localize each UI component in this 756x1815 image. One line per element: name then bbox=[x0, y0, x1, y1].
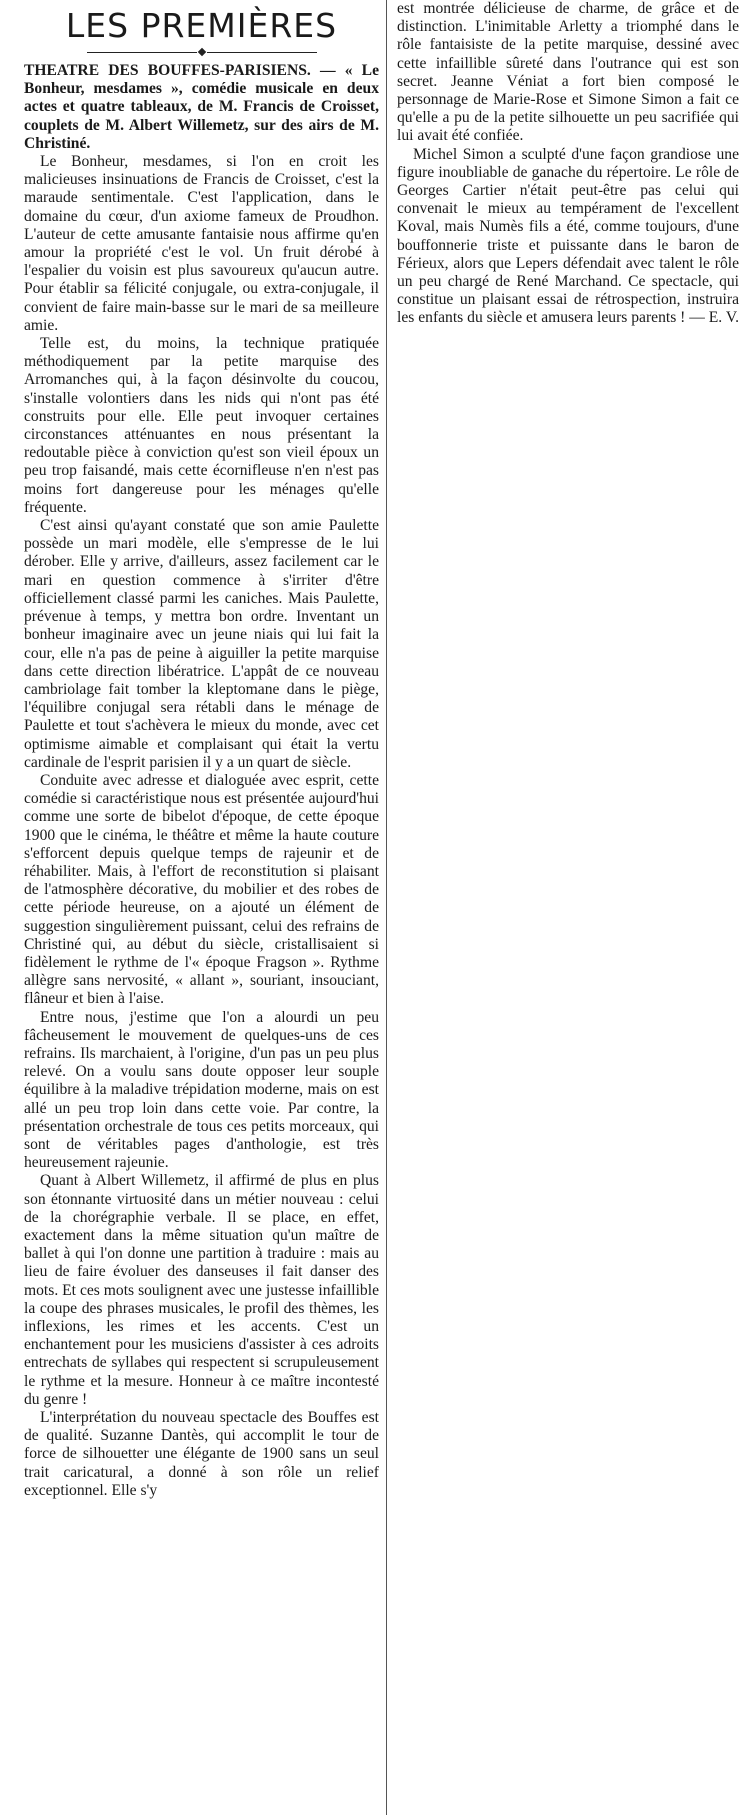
left-column bbox=[24, 0, 379, 1815]
paragraph: C'est ainsi qu'ayant constaté que son amie Paulette possède un mari modèle, elle s'empresse de le lui dérober. Elle y arrive, d'ailleurs, assez facilement car le mari en question commence à s'irriter d'être officiellement classé parmi les caniches. Mais Paulette, prévenue à temps, y mettra bon ordre. Inventant un bonheur imaginaire avec un jeune niais qui lui fait la cour, elle n'a pas de peine à aiguiller la petite marquise dans cette direction libératrice. L'appât de ce nouveau cambriolage fait tomber la kleptomane dans le piège, l'équilibre conjugal sera rétabli dans le ménage de Paulette et tout s'achèvera le mieux du monde, avec cet optimisme aimable et complaisant qui était la vertu cardinale de l'esprit parisien il y a un quart de siècle. bbox=[24, 517, 379, 771]
heading-ornament bbox=[24, 46, 379, 58]
paragraph: L'interprétation du nouveau spectacle des Bouffes est de qualité. Suzanne Dantès, qui accomplit le tour de force de silhouetter une élégante de 1900 sans un seul trait caricatural, a donné à son rôle un relief exceptionnel. Elle s'y bbox=[24, 1409, 379, 1499]
right-column bbox=[397, 0, 739, 328]
paragraph: Entre nous, j'estime que l'on a alourdi un peu fâcheusement le mouvement de quelques-uns de ces refrains. Ils marchaient, à l'origine, d'un pas un peu plus relevé. On a voulu sans doute opposer leur souple équilibre à la maladive trépidation moderne, mais on est allé un peu trop loin dans cette voie. Par contre, la présentation orchestrale de tous ces petits morceaux, qui sont de véritables pages d'anthologie, est très heureusement rajeunie. bbox=[24, 1008, 379, 1172]
paragraph bbox=[397, 146, 739, 328]
paragraph: Telle est, du moins, la technique pratiquée méthodiquement par la petite marquise des Arromanches qui, à la façon désinvolte du coucou, s'installe volontiers dans les nids qui n'ont pas été construits pour elle. Elle peut invoquer certaines circonstances atténuantes en nous présentant la redoutable pièce à conviction qu'est son vieil époux un peu trop faisandé, mais cette écornifleuse n'en n'est pas moins fort dangereuse pour les ménages qu'elle fréquente. bbox=[24, 335, 379, 516]
paragraph: est montrée délicieuse de charme, de grâce et de distinction. L'inimitable Arletty a triomphé dans le rôle fantaisiste de la petite marquise, dessiné avec cette infaillible sûreté dans l'outrance qui est son secret. Jeanne Véniat a fort bien composé le personnage de Marie-Rose et Simone Simon a fait ce qu'elle a pu de la petite silhouette un peu sacrifiée qui lui avait été confiée. bbox=[397, 0, 739, 145]
paragraph: Conduite avec adresse et dialoguée avec esprit, cette comédie si caractéristique nous est présentée aujourd'hui comme une sorte de bibelot d'époque, de cette époque 1900 que le cinéma, le théâtre et même la haute couture s'efforcent depuis quelque temps de rajeunir et de réhabiliter. Mais, à l'effort de reconstitution si plaisant de l'atmosphère décorative, du mobilier et des robes de cette période heureuse, on a ajouté un élément de suggestion singulièrement puissant, celui des refrains de Christiné qui, au début du siècle, cristallisaient si fidèlement le rythme de l'« époque Fragson ». Rythme allègre sans nervosité, « allant », souriant, insouciant, flâneur et bien à l'aise. bbox=[24, 771, 379, 1008]
section-heading: LES PREMIÈRES bbox=[65, 6, 338, 45]
paragraph-text: Michel Simon a sculpté d'une façon grandiose une figure inoubliable de ganache du répertoire. Le rôle de Georges Cartier n'était peut-être pas celui qui convenait le mieux au tempérament de l'excellent Koval, mais Numès fils a été, comme toujours, d'une bouffonnerie triste et puissante dans le baron de Férieux, alors que Lepers défendait avec talent le rôle un peu chargé de René Marchand. Ce spectacle, qui constitue un plaisant essai de rétrospection, instruira les enfants du siècle et amusera leurs parents ! bbox=[397, 145, 739, 327]
column-divider bbox=[386, 0, 387, 1815]
author-signature: — E. V. bbox=[689, 309, 739, 327]
review-lede: THEATRE DES BOUFFES-PARISIENS. — « Le Bonheur, mesdames », comédie musicale en deux actes et quatre tableaux, de M. Francis de Croisset, couplets de M. Albert Willemetz, sur des airs de M. Christiné. bbox=[24, 62, 379, 152]
paragraph: Le Bonheur, mesdames, si l'on en croit les malicieuses insinuations de Francis de Croisset, c'est la maraude sentimentale. C'est l'application, dans le domaine du cœur, d'un axiome fameux de Proudhon. L'auteur de cette amusante fantaisie nous affirme qu'en amour la propriété c'est le vol. Un fruit dérobé à l'espalier du voisin est plus savoureux qu'aucun autre. Pour établir sa félicité conjugale, ou extra-conjugale, il convient de faire main-basse sur le mari de sa meilleure amie. bbox=[24, 153, 379, 334]
paragraph: Quant à Albert Willemetz, il affirmé de plus en plus son étonnante virtuosité dans un métier nouveau : celui de la chorégraphie verbale. Il se place, en effet, exactement dans la même situation qu'un maître de ballet à qui l'on donne une partition à traduire : mais au lieu de faire évoluer des danseuses il fait danser des mots. Et ces mots soulignent avec une justesse infaillible la coupe des phrases musicales, le profil des thèmes, les inflexions, les rimes et les accents. C'est un enchantement pour les musiciens d'assister à ces adroits entrechats de syllabes qui respectent si scrupuleusement le rythme et la mesure. Honneur à ce maître incontesté du genre ! bbox=[24, 1172, 379, 1408]
